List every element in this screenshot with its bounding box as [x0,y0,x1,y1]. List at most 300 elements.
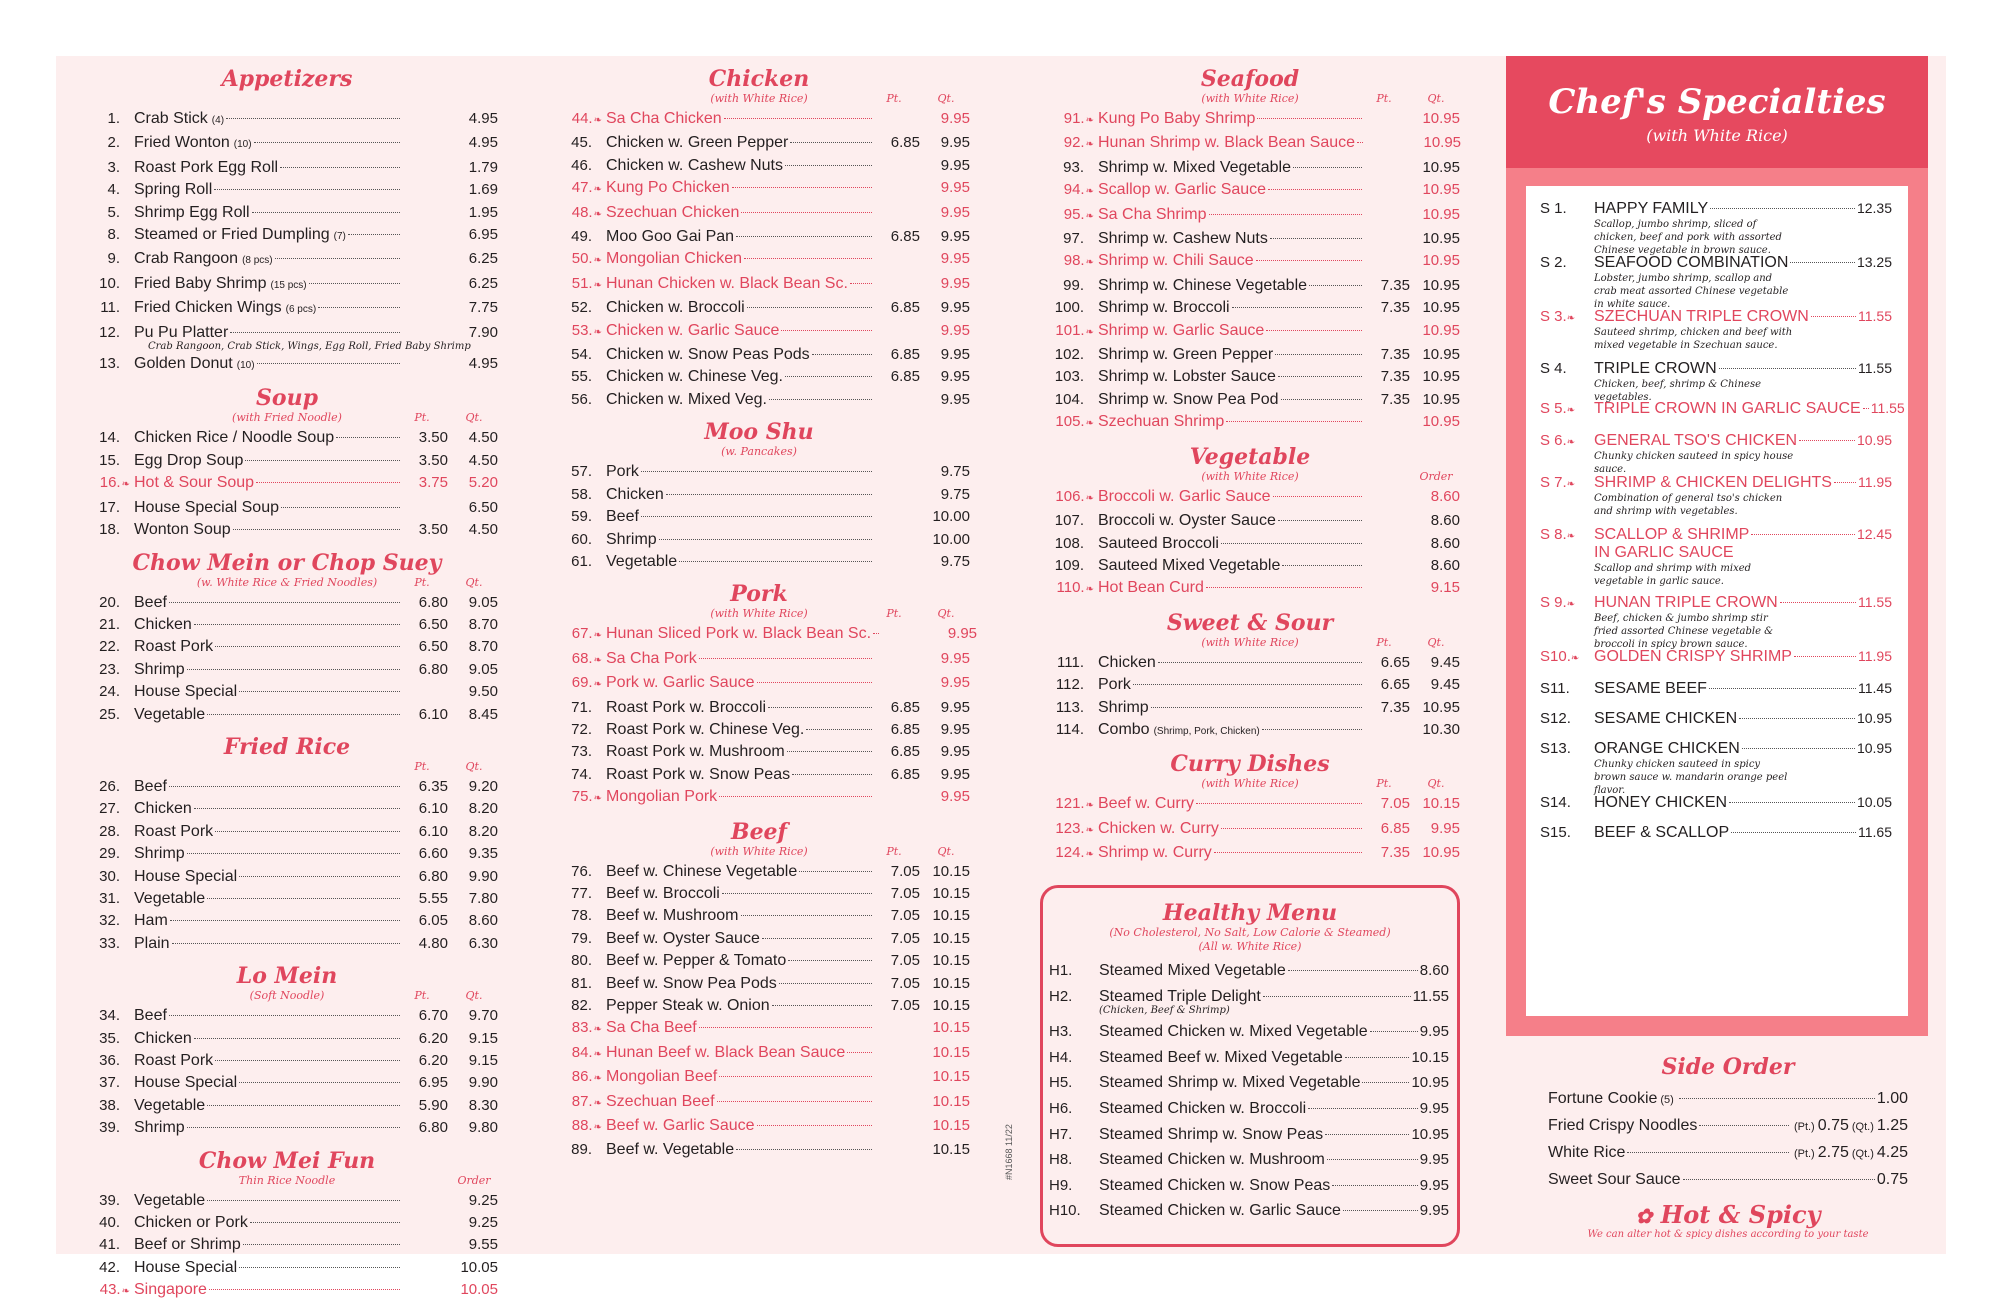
specialty-price: 11.55 [1858,360,1892,376]
menu-section [1040,751,1460,866]
chili-pepper-icon: ❧ [593,630,602,642]
specialty-name: SHRIMP & CHICKEN DELIGHTS [1594,474,1832,491]
healthy-menu-title: Healthy Menu [1162,900,1338,926]
menu-item [548,764,970,786]
item-price-quart: 8.60 [1430,556,1460,574]
specialty-line [1540,794,1892,812]
item-number: 25. [99,705,120,723]
healthy-item-number: H2. [1049,987,1073,1005]
item-name: Chicken w. Snow Peas Pods [606,346,810,364]
item-price-quart: 9.80 [468,1119,498,1137]
item-note: Crab Rangoon, Crab Stick, Wings, Egg Roll, Fried Baby Shrimp [148,341,471,353]
dot-leader [1273,496,1362,497]
specialty-name: BEEF & SCALLOP [1594,824,1730,841]
item-price-quart: 9.95 [940,321,970,339]
dot-leader [1263,996,1411,997]
dot-leader [170,920,400,921]
menu-item [548,1042,970,1066]
item-name: Chicken w. Cashew Nuts [606,156,783,174]
menu-item [1040,132,1460,156]
item-name: Beef [134,777,167,795]
specialty-name: GENERAL TSO'S CHICKEN [1594,432,1798,449]
healthy-item [1043,958,1457,984]
menu-item [548,1139,970,1161]
specialty-price: 12.35 [1856,200,1892,216]
item-name: Shrimp w. Chili Sauce [1098,252,1254,270]
menu-item [76,179,498,201]
specialty-line [1540,254,1892,272]
chili-pepper-icon: ❧ [593,326,602,338]
item-price-quart: 10.95 [1422,698,1460,716]
dot-leader [1327,1159,1418,1160]
item-name: Beef w. Snow Pea Pods [606,974,777,992]
item-number: 43.❧ [99,1281,130,1299]
specialty-line [1540,594,1892,612]
item-number: 104. [1054,390,1084,408]
dot-leader [230,332,400,333]
item-number: 39. [99,1191,120,1209]
section-subtitle: (with White Rice) [710,92,808,105]
item-number: 56. [571,390,592,408]
item-number: 123.❧ [1055,819,1094,837]
menu-code: #N1668 11/22 [1004,1124,1014,1180]
item-number: 97. [1063,230,1084,248]
specialty-price: 11.55 [1870,400,1905,416]
item-price-pint: 6.80 [418,867,448,885]
dot-leader [275,258,400,259]
item-price-quart: 9.95 [940,743,970,761]
item-name: Steamed or Fried Dumpling [134,226,330,244]
item-name: Hot & Sour Soup [134,474,255,492]
item-name: House Special [134,1258,238,1276]
item-price-quart: 10.95 [1423,134,1462,152]
chili-pepper-icon: ❧ [1566,599,1576,610]
menu-section [1040,66,1460,436]
item-number: 53.❧ [571,321,602,339]
side-item-price: 1.00 [1876,1090,1908,1107]
section-header [548,607,970,623]
item-number: 100. [1054,299,1084,317]
dot-leader [1742,748,1855,749]
menu-item [548,1115,970,1139]
chili-pepper-icon: ❧ [1085,115,1094,126]
item-price-quart: 9.95 [940,649,970,667]
item-name: Vegetable [134,889,206,907]
specialty-name: ORANGE CHICKEN [1594,740,1740,757]
specialty-price: 11.55 [1858,594,1892,610]
dot-leader [1232,307,1362,308]
dot-leader [679,561,872,562]
dot-leader [209,1289,400,1290]
item-price-quart: 10.00 [932,508,970,526]
item-price-quart: 9.95 [940,720,970,738]
item-price-quart: 8.70 [468,615,498,633]
pint-label: Pt. [886,92,902,105]
dot-leader [850,283,872,284]
specialty-item [1540,400,1905,418]
quart-label: (Qt.) [1851,1148,1874,1160]
item-name: Hunan Chicken w. Black Bean Sc. [606,274,848,292]
section-header [1040,636,1460,652]
chili-pepper-icon: ❧ [1085,257,1094,269]
item-price-quart: 10.95 [1422,844,1460,862]
item-price-pint: 7.05 [890,929,920,947]
menu-item [548,297,970,319]
healthy-item-number: H7. [1049,1125,1073,1143]
menu-item [548,320,970,344]
item-number: 54. [571,346,592,364]
specialty-name: TRIPLE CROWN [1594,360,1717,377]
dot-leader [1281,399,1362,400]
specialty-name: SESAME BEEF [1594,680,1707,697]
menu-item [76,1028,498,1050]
dot-leader [1863,408,1869,409]
item-price-pint: 6.85 [890,368,920,386]
item-name: Beef w. Chinese Vegetable [606,862,798,880]
item-price-quart: 9.55 [468,1236,498,1254]
item-number: 80. [571,952,592,970]
menu-item [76,450,498,472]
healthy-item-price: 9.95 [1419,1151,1449,1169]
item-number: 112. [1055,676,1084,694]
menu-item [548,672,970,696]
dot-leader [318,307,400,308]
chef-specialties-header [1506,56,1928,168]
item-number: 33. [99,934,120,952]
item-number: 45. [571,134,592,152]
dot-leader [254,142,400,143]
menu-item [1040,533,1460,555]
item-name: Broccoli w. Garlic Sauce [1098,487,1271,505]
menu-item [76,519,498,541]
item-name: House Special [134,683,238,701]
item-price-quart: 9.75 [940,552,970,570]
specialty-price: 12.45 [1856,526,1892,542]
dot-leader [243,1244,400,1245]
item-quantity: (8 pcs) [242,255,273,267]
healthy-item-number: H5. [1049,1074,1073,1092]
item-name: Chicken w. Curry [1098,819,1219,837]
menu-item [76,843,498,865]
item-number: 23. [99,660,120,678]
menu-item [76,704,498,726]
item-name: Roast Pork w. Mushroom [606,743,785,761]
dot-leader [1133,684,1362,685]
chili-pepper-icon: ❧ [1085,186,1094,198]
item-price-quart: 8.60 [1430,512,1460,530]
item-price-quart: 9.45 [1430,653,1460,671]
item-name: Pork w. Garlic Sauce [606,674,755,692]
item-price-pint: 7.05 [890,884,920,902]
specialty-line [1540,710,1892,728]
menu-column-2 [548,66,978,1162]
specialty-description: Beef, chicken & jumbo shrimp stir fried assorted Chinese vegetable & broccoli in spicy brown sauce. [1594,613,1774,650]
specialty-number: S 8.❧ [1540,526,1576,543]
specialty-price: 11.45 [1858,680,1892,696]
healthy-menu-box [1040,885,1460,1247]
specialty-name: SESAME CHICKEN [1594,710,1738,727]
item-price-pint: 7.35 [1380,698,1410,716]
chili-pepper-icon: ❧ [593,679,602,691]
menu-item [76,614,498,636]
dot-leader [757,682,873,683]
menu-item [1040,344,1460,366]
quart-label: (Qt.) [1851,1121,1874,1133]
section-subtitle: (with White Rice) [1201,777,1299,791]
item-name: Sa Cha Shrimp [1098,205,1207,223]
item-price-pint: 6.85 [890,743,920,761]
menu-section [76,66,498,377]
item-name: Chicken [606,485,664,503]
dot-leader [239,876,400,877]
item-price-quart: 10.15 [932,952,970,970]
dot-leader [873,633,879,634]
item-price-quart: 8.60 [468,912,498,930]
item-price-quart: 9.95 [1430,819,1460,837]
item-price-quart: 10.15 [932,1141,970,1159]
item-number: 88.❧ [571,1117,602,1135]
item-name: Beef w. Vegetable [606,1141,735,1159]
item-name: Sauteed Mixed Vegetable [1098,556,1281,574]
item-number: 98.❧ [1063,252,1094,270]
chili-pepper-icon: ❧ [593,279,602,291]
item-name: Kung Po Baby Shrimp [1098,110,1256,127]
item-number: 68.❧ [571,649,602,667]
menu-item [1040,204,1460,228]
dot-leader [1709,688,1856,689]
chili-pepper-icon: ❧ [593,1048,602,1060]
menu-item [76,776,498,798]
item-name: Shrimp [134,660,185,678]
item-number: 92.❧ [1063,134,1094,152]
item-name: Shrimp w. Mixed Vegetable [1098,158,1291,176]
item-price-pint: 7.35 [1380,299,1410,317]
item-name: Plain [134,934,170,952]
chili-pepper-icon: ❧ [121,479,130,491]
healthy-item-name: Steamed Shrimp w. Snow Peas [1099,1125,1324,1143]
item-price-pint: 6.70 [418,1007,448,1025]
chili-pepper-icon: ❧ [1566,479,1576,490]
side-order-list [1548,1086,1908,1192]
dot-leader [1739,718,1855,719]
item-price-quart: 9.95 [940,765,970,783]
menu-item [76,1117,498,1139]
menu-item [548,1017,970,1041]
item-price-quart: 8.45 [468,705,498,723]
item-price-quart: 4.50 [468,521,498,539]
dot-leader [1309,285,1362,286]
quart-label: Qt. [465,411,483,425]
item-price-pint: 7.05 [890,907,920,925]
healthy-item-name: Steamed Mixed Vegetable [1099,962,1286,979]
healthy-item-name: Steamed Shrimp w. Mixed Vegetable [1099,1074,1361,1092]
specialty-item [1540,740,1892,797]
section-subtitle: Thin Rice Noodle [238,1173,336,1187]
item-name: Sauteed Broccoli [1098,534,1219,552]
menu-item [76,132,498,156]
section-title: Moo Shu [704,419,814,446]
item-price-quart: 10.95 [1422,321,1460,339]
item-price-quart: 9.35 [468,845,498,863]
specialty-item [1540,824,1892,842]
specialty-price: 11.95 [1858,474,1892,490]
chili-pepper-icon: ❧ [593,1073,602,1085]
specialty-item [1540,680,1892,698]
specialty-line [1540,680,1892,698]
hot-spicy-title: Hot & Spicy [1660,1200,1821,1229]
item-name: Szechuan Chicken [606,203,740,221]
menu-item [1040,157,1460,179]
menu-item [1040,510,1460,532]
item-price-quart: 10.95 [1422,276,1460,294]
specialty-number: S 6.❧ [1540,432,1576,449]
section-header [548,92,970,108]
section-subtitle: (w. Pancakes) [721,445,797,459]
item-price-quart: 10.95 [1422,110,1460,127]
menu-item [76,659,498,681]
side-order-item [1548,1140,1908,1167]
menu-item [1040,555,1460,577]
item-name: Hot Bean Curd [1098,579,1204,597]
section-title: Vegetable [1189,443,1311,470]
specialty-line [1540,526,1892,544]
dot-leader [1293,167,1362,168]
menu-item [76,157,498,179]
specialty-name: HUNAN TRIPLE CROWN [1594,594,1778,611]
quart-label: Qt. [1427,635,1445,649]
side-order-item [1548,1113,1908,1140]
section-header [548,845,970,861]
side-item-name: Sweet Sour Sauce [1548,1171,1681,1188]
item-number: 22. [99,638,120,656]
item-price-quart: 9.95 [940,156,970,174]
healthy-item-price: 10.15 [1411,1048,1449,1066]
quart-label: Qt. [1427,777,1445,791]
item-number: 89. [571,1141,592,1159]
dot-leader [215,1060,400,1061]
healthy-item [1043,1096,1457,1122]
healthy-item-name: Steamed Chicken w. Mushroom [1099,1151,1325,1169]
item-price-quart: 10.95 [1422,346,1460,364]
item-name: Chicken w. Mixed Veg. [606,390,767,408]
item-price-quart: 10.15 [932,907,970,925]
pint-label: (Pt.) [1793,1121,1815,1133]
item-name: Singapore [134,1281,207,1299]
menu-section [76,385,498,541]
dot-leader [245,460,400,461]
dot-leader [781,330,872,331]
item-price-quart: 9.50 [468,683,498,701]
item-number: 91.❧ [1063,110,1094,127]
section-title: Seafood [1200,66,1300,92]
section-header [76,411,498,427]
item-name: Scallop w. Garlic Sauce [1098,181,1267,199]
dot-leader [239,1267,400,1268]
dot-leader [169,1015,400,1016]
item-name: Ham [134,912,168,930]
healthy-item-number: H8. [1049,1151,1073,1169]
healthy-item-name: Steamed Beef w. Mixed Vegetable [1099,1048,1343,1066]
item-price-quart: 7.75 [468,299,498,317]
menu-item [76,933,498,955]
item-number: 57. [571,463,592,481]
dot-leader [1282,565,1362,566]
menu-item [548,551,970,573]
item-name: Fried Wonton [134,134,230,152]
menu-item [76,1234,498,1256]
menu-item [548,506,970,528]
dot-leader [757,1125,872,1126]
healthy-item-number: H1. [1049,962,1073,979]
item-price-quart: 9.25 [468,1214,498,1232]
dot-leader [741,915,873,916]
item-name: Beef or Shrimp [134,1236,241,1254]
menu-item [548,973,970,995]
dot-leader [233,529,400,530]
item-price-quart: 4.95 [468,355,498,373]
menu-item [548,741,970,763]
menu-item [76,108,498,132]
item-price-quart: 10.95 [1422,413,1460,431]
specialty-line [1540,648,1892,666]
item-name: Wonton Soup [134,521,231,539]
chef-specialties-subtitle: (with White Rice) [1646,126,1788,145]
menu-item [548,132,970,154]
item-price-quart: 9.95 [940,179,970,197]
menu-item [76,888,498,910]
item-name: Combo [1098,720,1150,738]
menu-item [1040,108,1460,132]
dot-leader [1729,802,1855,803]
item-number: 34. [99,1007,120,1025]
dot-leader [1158,662,1362,663]
specialty-item [1540,308,1892,352]
chef-specialties-title: Chef's Specialties [1548,82,1886,122]
chef-specialties-panel [1506,56,1928,1036]
item-price-pint: 6.20 [418,1029,448,1047]
item-number: 44.❧ [571,110,602,127]
item-name: Shrimp w. Chinese Vegetable [1098,276,1308,294]
item-name: Beef w. Oyster Sauce [606,929,760,947]
menu-item [548,202,970,226]
item-number: 1. [107,110,120,127]
specialty-description: Chunky chicken sauteed in spicy house sauce. [1594,451,1794,475]
dot-leader [732,187,872,188]
item-price-pint: 6.10 [418,800,448,818]
item-number: 37. [99,1074,120,1092]
dot-leader [659,539,872,540]
item-quantity: (7) [333,231,346,243]
menu-item [548,344,970,366]
item-price-pint: 7.35 [1380,368,1410,386]
menu-item [548,484,970,506]
menu-item [76,681,498,703]
item-name: Pork [606,463,639,481]
specialty-description: Sauteed shrimp, chicken and beef with mixed vegetable in Szechuan sauce. [1594,327,1793,351]
dot-leader [719,1076,872,1077]
healthy-item-number: H3. [1049,1023,1073,1041]
specialty-line [1540,200,1892,218]
item-number: 111. [1057,653,1084,671]
dot-leader [336,437,400,438]
specialty-description: Lobster, jumbo shrimp, scallop and crab meat assorted Chinese vegetable in white sauce. [1594,273,1789,310]
item-name: Beef w. Pepper & Tomato [606,952,787,970]
dot-leader [768,707,872,708]
item-name: Hunan Sliced Pork w. Black Bean Sc. [606,625,872,643]
item-number: 40. [99,1214,120,1232]
quart-label: Qt. [937,92,955,105]
side-order-section [1548,1054,1908,1240]
